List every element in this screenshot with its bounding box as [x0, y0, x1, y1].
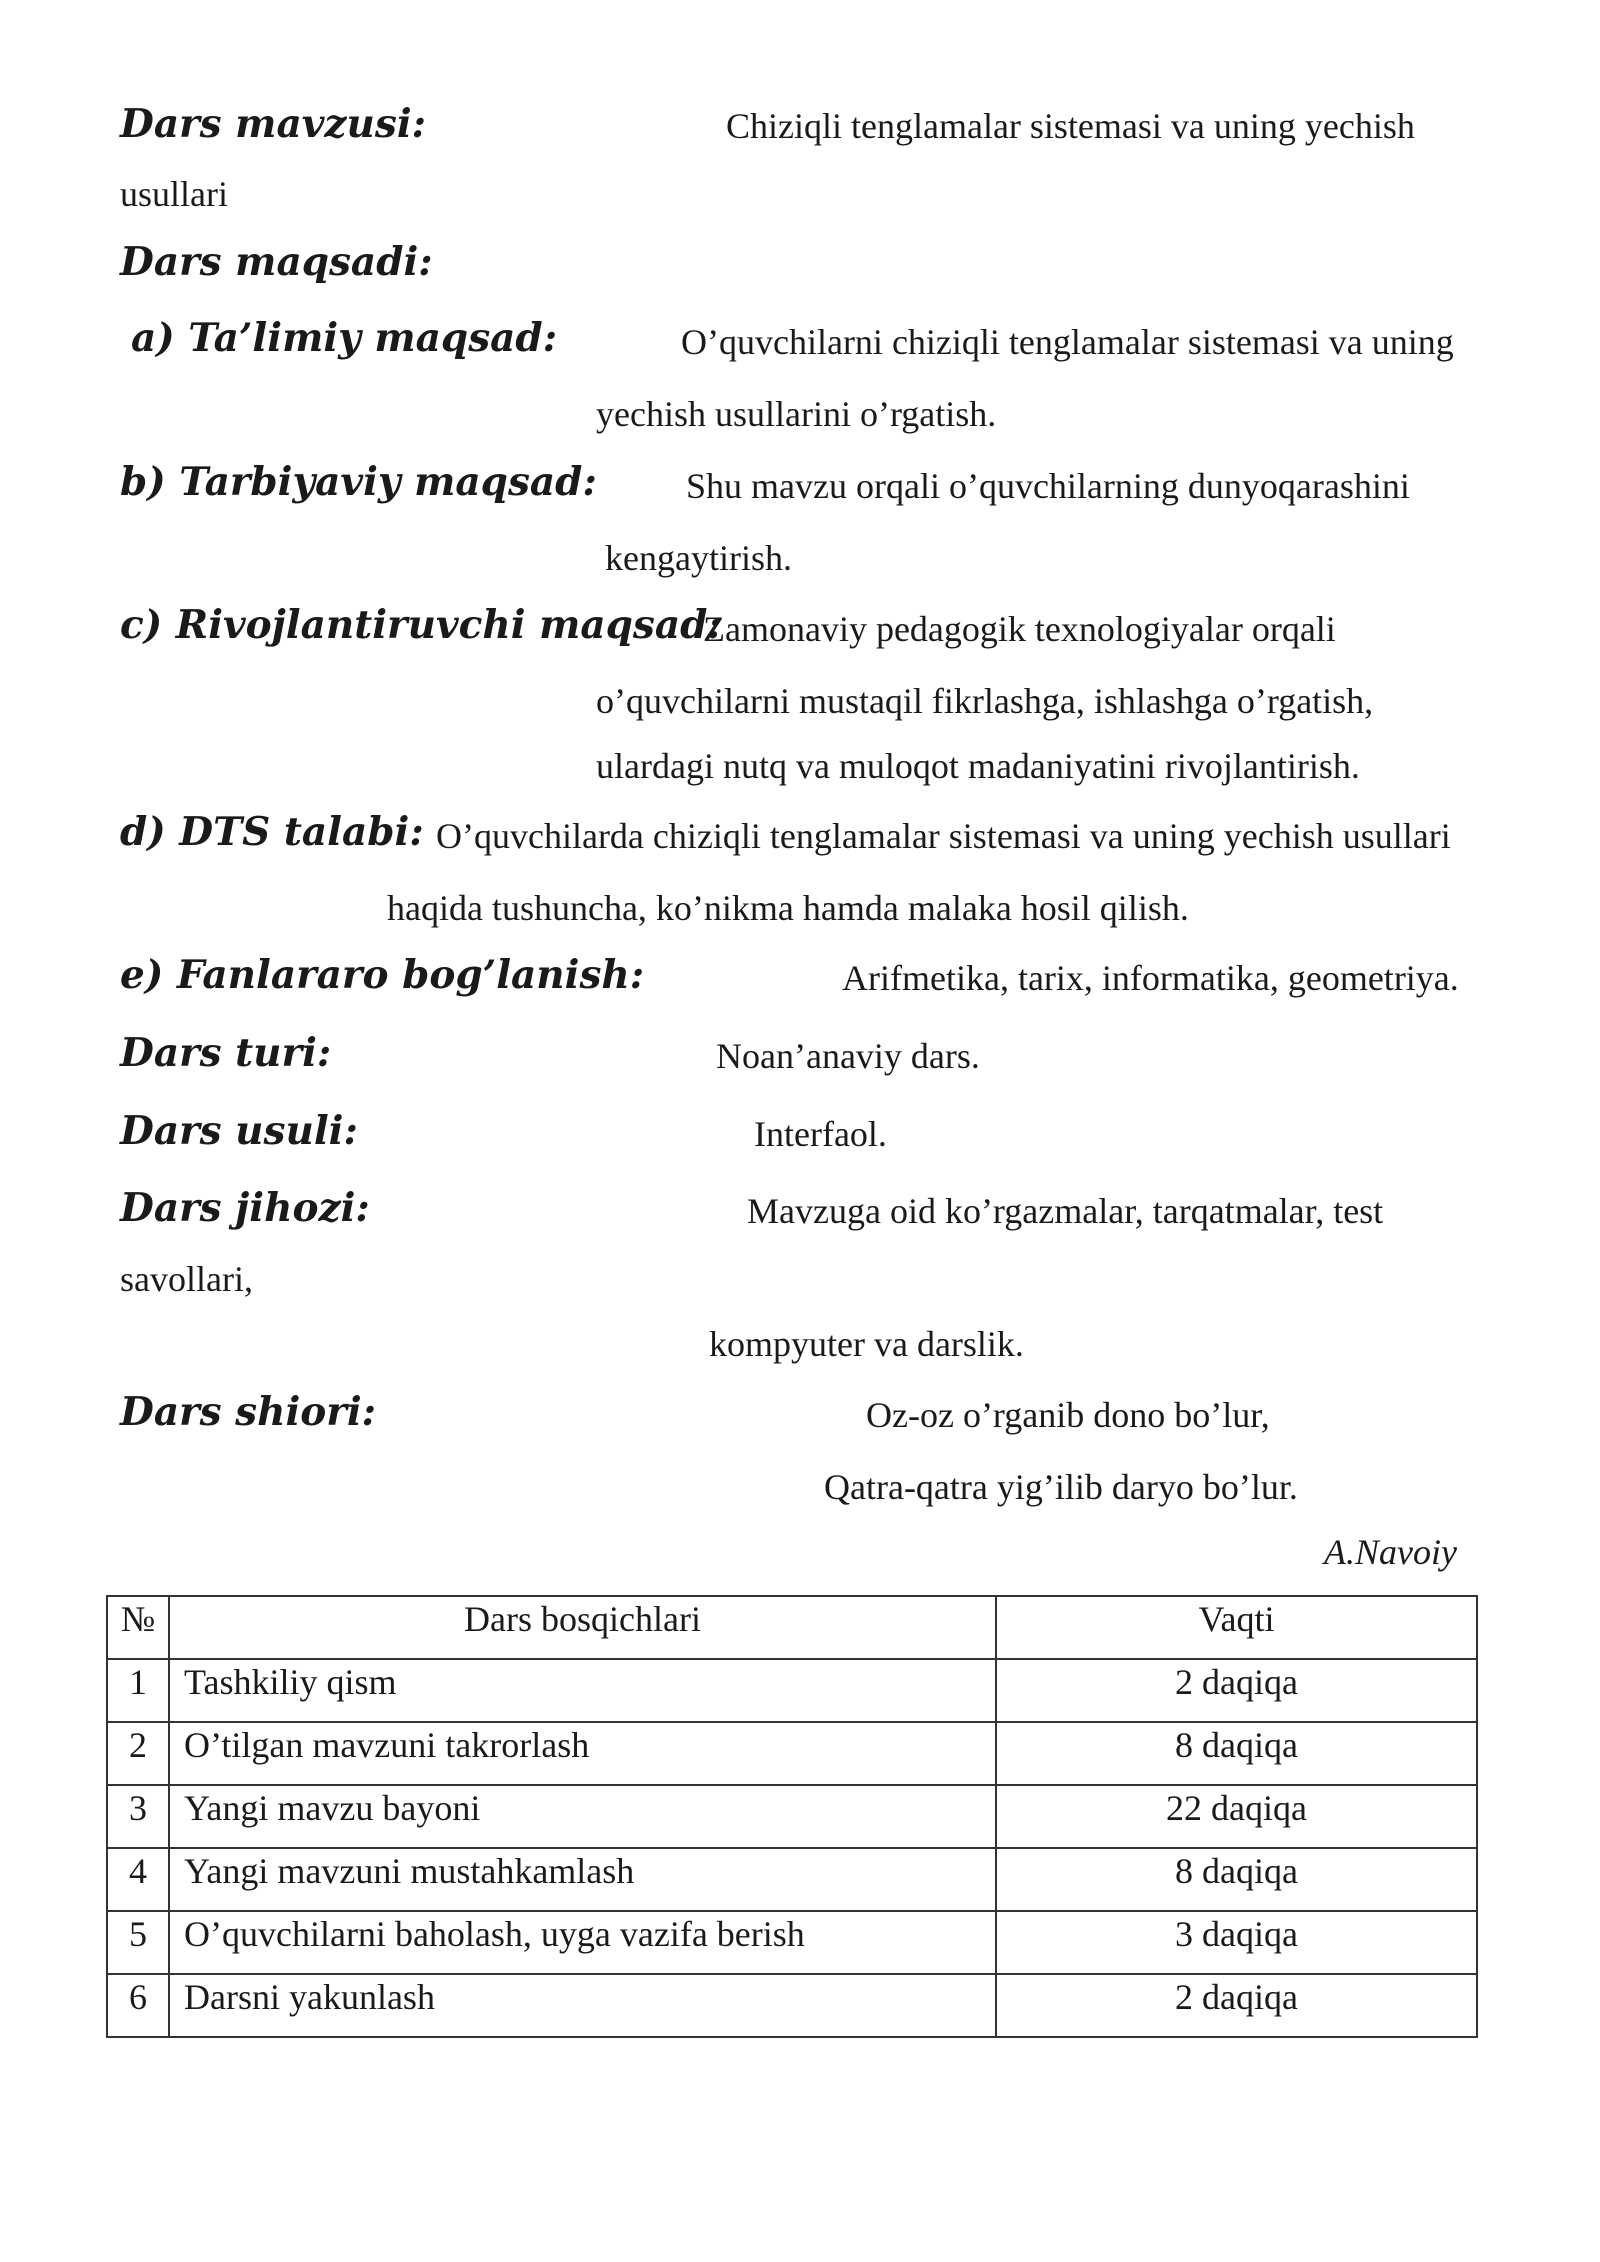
table-header-row — [107, 1596, 1477, 1659]
motto-label: Dars shiori: — [120, 1389, 377, 1435]
row-stage: Darsni yakunlash — [169, 1974, 996, 2037]
equipment-text-cont1: savollari, — [120, 1259, 253, 1299]
table-row — [107, 1785, 1477, 1848]
motto-line2: Qatra-qatra yig’ilib daryo bo’lur. — [824, 1467, 1298, 1507]
header-number: № — [107, 1596, 169, 1659]
equipment-text: Mavzuga oid ko’rgazmalar, tarqatmalar, test — [747, 1191, 1384, 1231]
row-stage: Yangi mavzuni mustahkamlash — [169, 1848, 996, 1911]
row-stage: Yangi mavzu bayoni — [169, 1785, 996, 1848]
aim-d-label: d) DTS talabi: — [120, 809, 424, 855]
lesson-method-label: Dars usuli: — [120, 1108, 358, 1154]
row-number: 4 — [107, 1848, 169, 1911]
motto-line1: Oz-oz o’rganib dono bo’lur, — [866, 1395, 1270, 1435]
lesson-type-label: Dars turi: — [120, 1030, 332, 1076]
header-time: Vaqti — [996, 1596, 1477, 1659]
row-number: 1 — [107, 1659, 169, 1722]
aim-a-text-cont: yechish usullarini o’rgatish. — [596, 394, 997, 434]
row-number: 6 — [107, 1974, 169, 2037]
aim-e-text: Arifmetika, tarix, informatika, geometriya. — [842, 958, 1459, 998]
row-stage: O’quvchilarni baholash, uyga vazifa berish — [169, 1911, 996, 1974]
row-time: 8 daqiqa — [996, 1722, 1477, 1785]
row-time: 2 daqiqa — [996, 1974, 1477, 2037]
topic-label: Dars mavzusi: — [120, 101, 427, 147]
aim-d-text-cont: haqida tushuncha, ko’nikma hamda malaka hosil qilish. — [387, 888, 1189, 928]
lesson-stages-table — [106, 1595, 1478, 2038]
aim-a-label: a) Ta’limiy maqsad: — [131, 315, 558, 361]
lesson-method-text: Interfaol. — [754, 1114, 887, 1154]
motto-author: A.Navoiy — [1324, 1532, 1457, 1572]
table-row — [107, 1848, 1477, 1911]
aim-c-text-cont1: o’quvchilarni mustaqil fikrlashga, ishlashga o’rgatish, — [596, 681, 1374, 721]
aim-b-text: Shu mavzu orqali o’quvchilarning dunyoqarashini — [686, 466, 1410, 506]
row-stage: O’tilgan mavzuni takrorlash — [169, 1722, 996, 1785]
header-stages: Dars bosqichlari — [169, 1596, 996, 1659]
aim-a-text: O’quvchilarni chiziqli tenglamalar sistemasi va uning — [681, 322, 1454, 362]
aim-e-label: e) Fanlararo bog’lanish: — [120, 952, 645, 998]
aims-heading: Dars maqsadi: — [120, 239, 433, 285]
topic-text: Chiziqli tenglamalar sistemasi va uning yechish — [726, 106, 1415, 146]
table-row — [107, 1659, 1477, 1722]
row-stage: Tashkiliy qism — [169, 1659, 996, 1722]
aim-c-label: c) Rivojlantiruvchi maqsad: — [120, 602, 722, 648]
table-row — [107, 1722, 1477, 1785]
aim-d-text: O’quvchilarda chiziqli tenglamalar sistemasi va uning yechish usullari — [436, 816, 1451, 856]
equipment-text-cont2: kompyuter va darslik. — [709, 1324, 1024, 1364]
equipment-label: Dars jihozi: — [120, 1185, 370, 1231]
aim-b-text-cont: kengaytirish. — [605, 538, 792, 578]
topic-text-cont: usullari — [120, 174, 228, 214]
row-number: 5 — [107, 1911, 169, 1974]
aim-c-text-cont2: ulardagi nutq va muloqot madaniyatini rivojlantirish. — [596, 746, 1360, 786]
table-row — [107, 1911, 1477, 1974]
aim-c-text: Zamonaviy pedagogik texnologiyalar orqali — [703, 609, 1336, 649]
row-time: 2 daqiqa — [996, 1659, 1477, 1722]
row-time: 22 daqiqa — [996, 1785, 1477, 1848]
row-number: 3 — [107, 1785, 169, 1848]
row-time: 8 daqiqa — [996, 1848, 1477, 1911]
row-number: 2 — [107, 1722, 169, 1785]
table-row — [107, 1974, 1477, 2037]
row-time: 3 daqiqa — [996, 1911, 1477, 1974]
lesson-type-text: Noan’anaviy dars. — [716, 1036, 980, 1076]
aim-b-label: b) Tarbiyaviy maqsad: — [120, 459, 597, 505]
